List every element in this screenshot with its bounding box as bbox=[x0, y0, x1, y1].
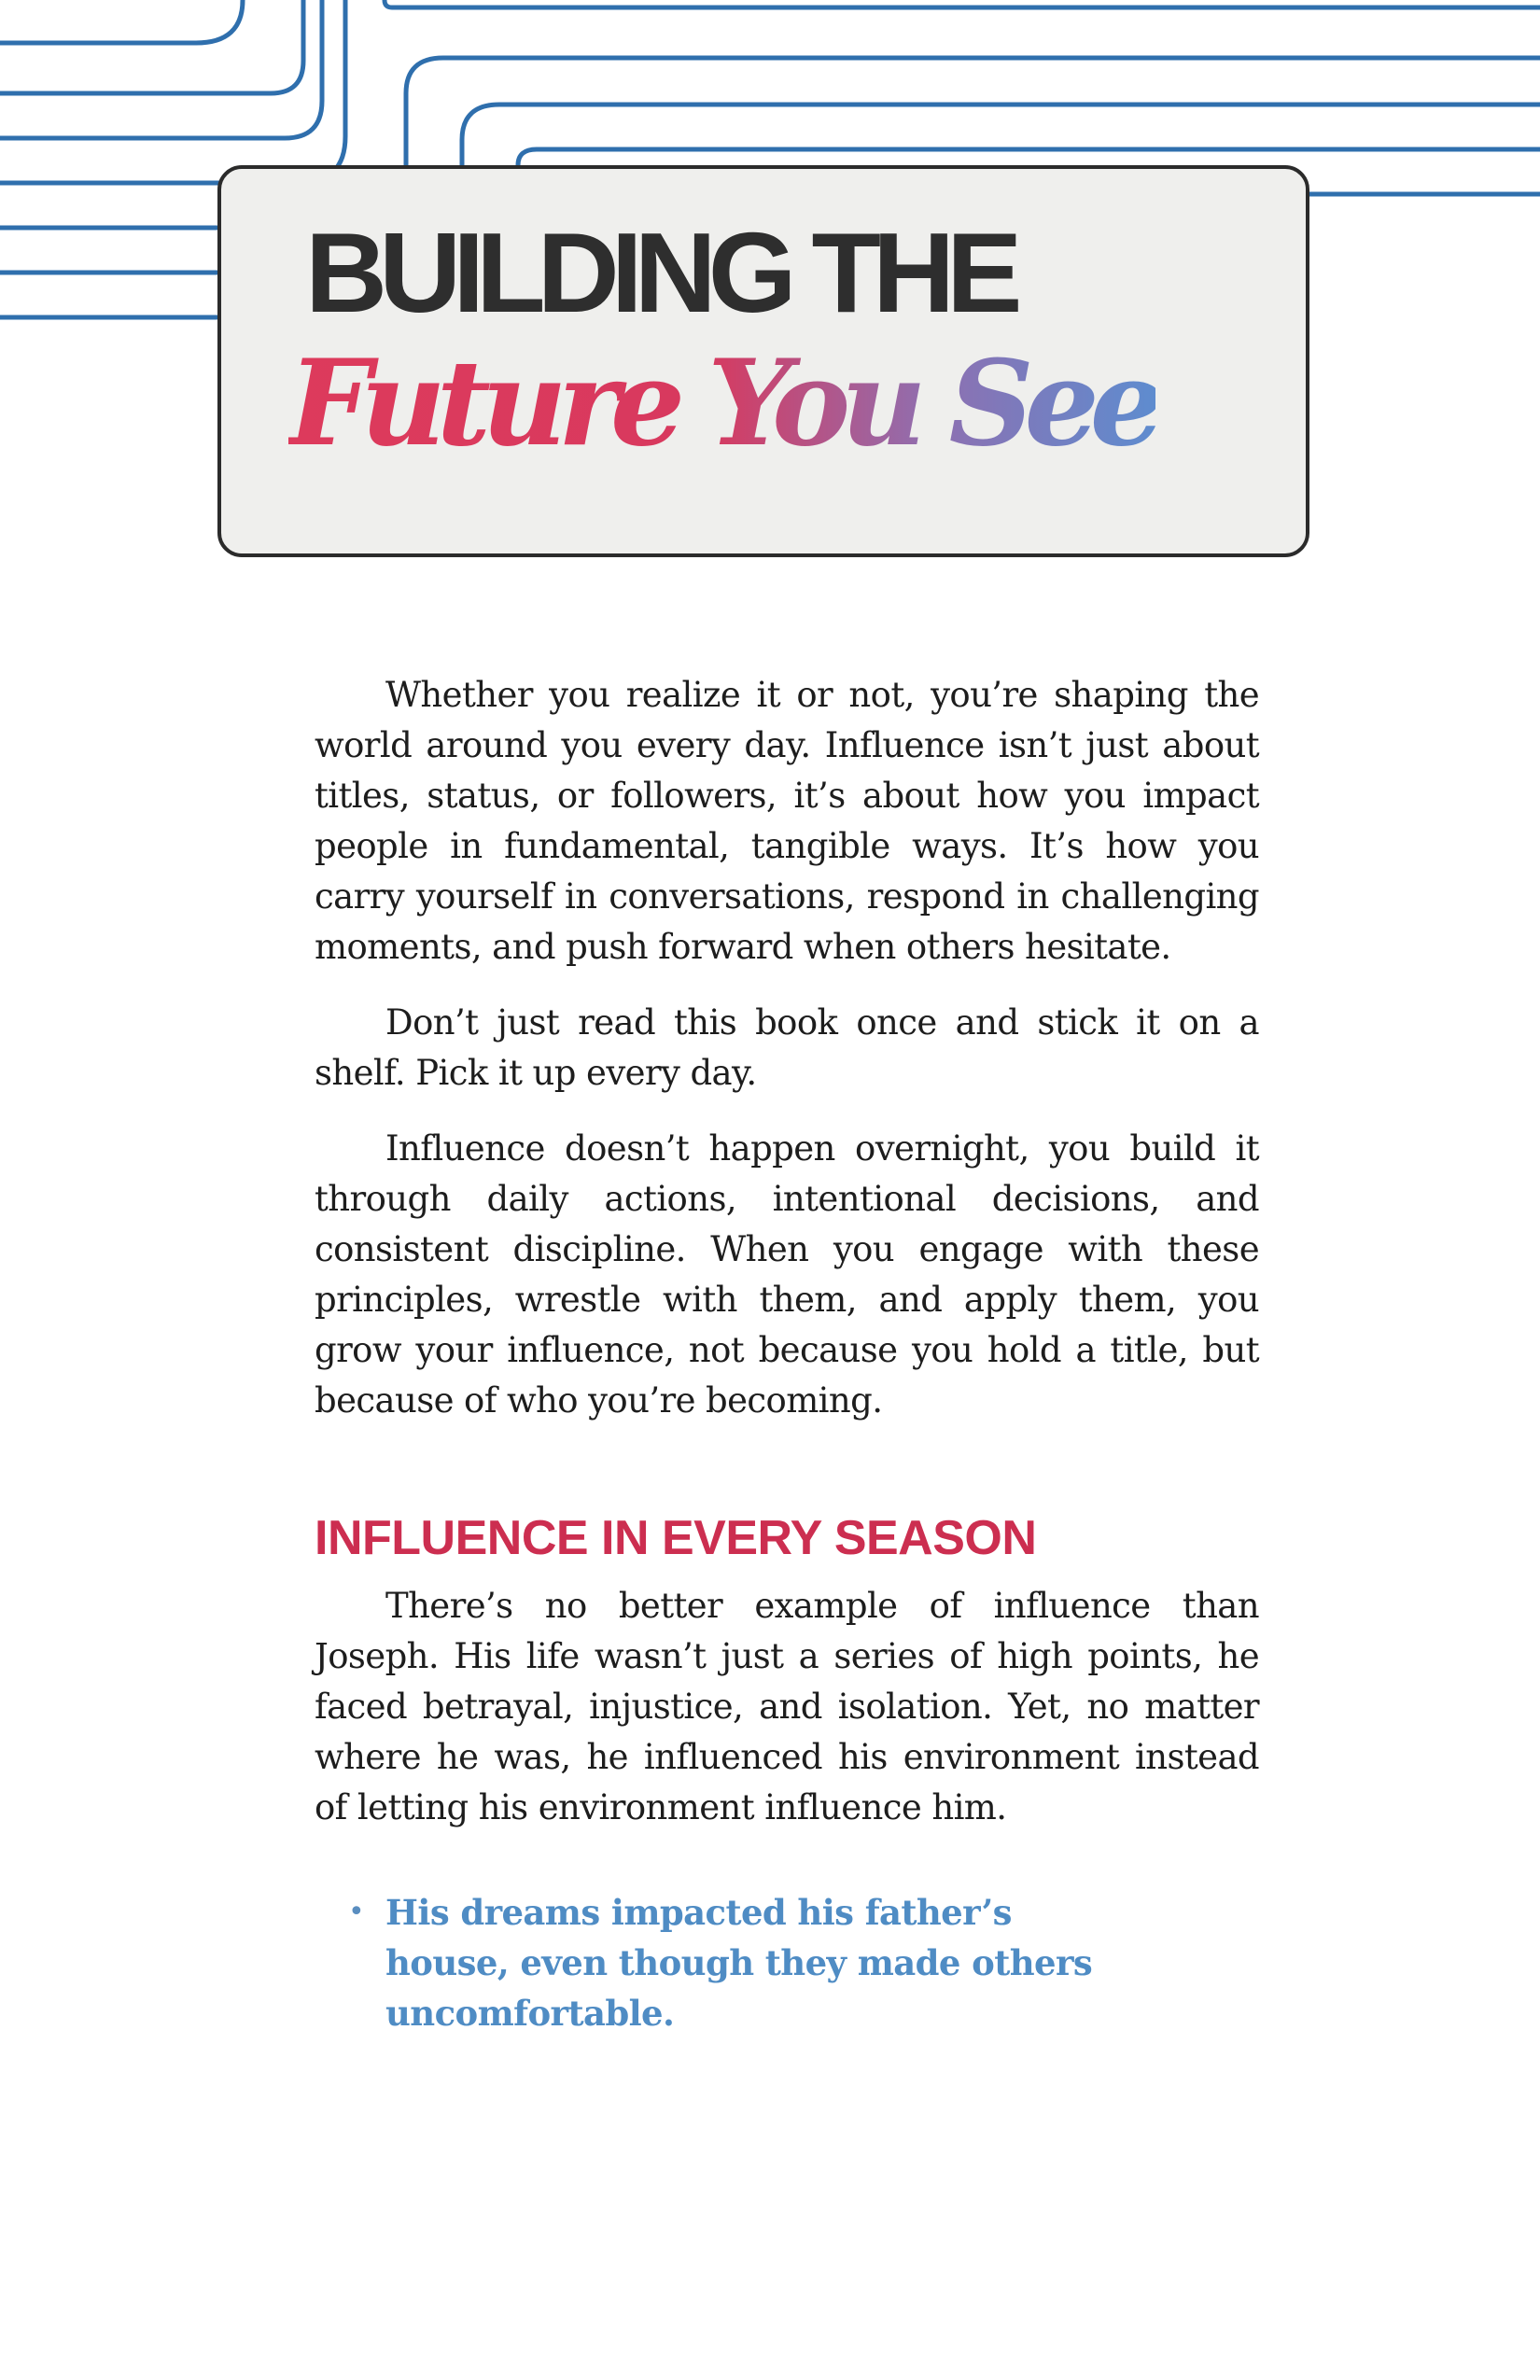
body-paragraph-1: Whether you realize it or not, you’re shaping the world around you every day. Influence isn’t just about titles, status, or followers, it’s about how you impact people in fundamental, tangible ways. It’s how you carry yourself in conversations, respond in challenging moments, and push forward when others hesitate. bbox=[315, 675, 1259, 967]
title-line-1: BUILDING THE bbox=[305, 209, 1015, 336]
circuit-line bbox=[0, 0, 303, 93]
circuit-line bbox=[0, 0, 322, 138]
bullet-dot-icon: • bbox=[348, 1896, 365, 1928]
bullet-list bbox=[315, 1887, 1259, 2038]
bullet-text: His dreams impacted his father’s house, even though they made others uncomfortable. bbox=[385, 1892, 1093, 2034]
section-paragraph: There’s no better example of influence than Joseph. His life wasn’t just a series of high points, he faced betrayal, injustice, and isolation. Yet, no matter where he was, he influenced his environment instead of letting his environment influence him. bbox=[315, 1586, 1259, 1827]
body-paragraph-3: Influence doesn’t happen overnight, you build it through daily actions, intentional decisions, and consistent discipline. When you engage with these principles, wrestle with them, and apply them, you grow your influence, not because you hold a title, but because of who you’re becoming. bbox=[315, 1128, 1259, 1421]
circuit-line bbox=[518, 149, 1540, 165]
circuit-line bbox=[462, 105, 1540, 165]
section-heading: INFLUENCE IN EVERY SEASON bbox=[315, 1511, 1037, 1565]
circuit-line bbox=[0, 0, 243, 43]
list-item bbox=[315, 1887, 1113, 2038]
body-paragraph-2: Don’t just read this book once and stick it on a shelf. Pick it up every day. bbox=[315, 1002, 1259, 1093]
main-content bbox=[315, 670, 1259, 2038]
circuit-line bbox=[385, 0, 1540, 7]
title-line-2: Future You See bbox=[288, 334, 1155, 472]
title-box bbox=[217, 165, 1309, 557]
